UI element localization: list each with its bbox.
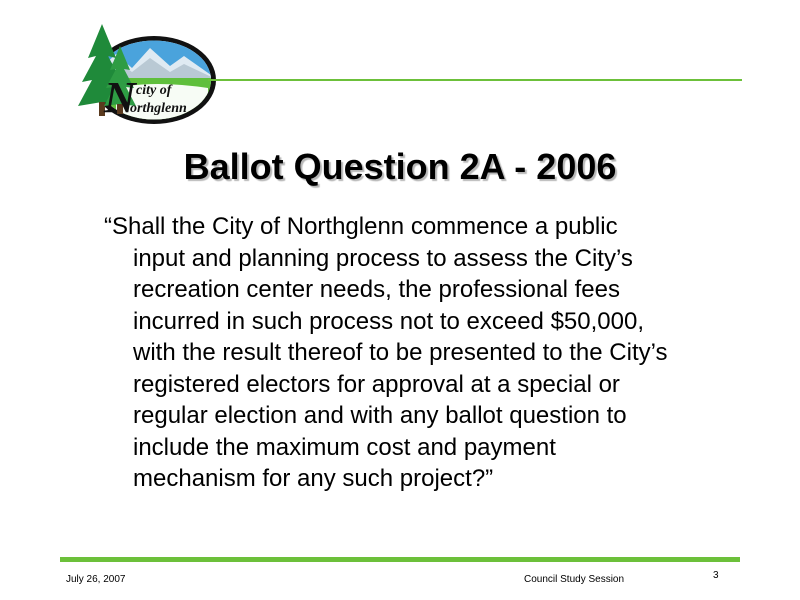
body-line-3: recreation center needs, the professional fees — [133, 276, 620, 303]
body-line-2: input and planning process to assess the City’s — [133, 244, 633, 272]
svg-text:orthglenn: orthglenn — [130, 101, 187, 116]
body-line-8: include the maximum cost and payment — [133, 433, 556, 461]
body-line-1: “Shall the City of Northglenn commence a public — [104, 213, 618, 240]
city-logo — [58, 18, 218, 140]
svg-text:city of: city of — [136, 83, 172, 98]
city-of-northglenn-logo — [58, 18, 218, 140]
header-divider — [208, 79, 742, 81]
footer-divider — [60, 557, 740, 562]
body-line-9: mechanism for any such project?” — [133, 465, 494, 492]
footer-date: July 26, 2007 — [66, 574, 126, 585]
body-line-6: registered electors for approval at a special or — [133, 370, 620, 398]
body-line-4: incurred in such process not to exceed $50,000, — [133, 307, 644, 335]
body-line-7: regular election and with any ballot question to — [133, 402, 627, 429]
ballot-question-text — [104, 211, 744, 495]
body-line-5: with the result thereof to be presented to the City’s — [133, 339, 668, 366]
footer-event: Council Study Session — [524, 574, 625, 585]
slide-number: 3 — [713, 570, 719, 581]
svg-text:N: N — [104, 73, 136, 122]
slide-title: Ballot Question 2A - 2006 — [183, 146, 617, 187]
